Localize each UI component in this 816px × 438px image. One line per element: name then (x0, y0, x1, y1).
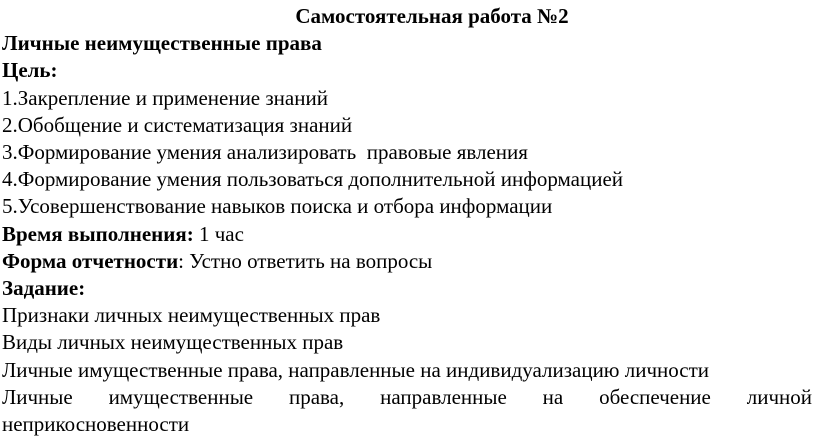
task-item-1: Признаки личных неимущественных прав (2, 303, 381, 328)
task-item-4-continuation: неприкосновенности (2, 412, 190, 437)
goal-heading: Цель: (2, 58, 58, 83)
time-value: 1 час (193, 221, 244, 246)
time-label: Время выполнения: (2, 221, 194, 246)
task-item-4: Личные имущественные права, направленные на обеспечение личной (2, 384, 812, 409)
report-value: : Устно ответить на вопросы (178, 248, 433, 273)
topic-heading: Личные неимущественные права (2, 31, 322, 56)
document-title: Самостоятельная работа №2 (295, 4, 569, 28)
task-heading: Задание: (2, 276, 86, 301)
report-row (2, 248, 812, 275)
task-item-2: Виды личных неимущественных прав (2, 330, 344, 355)
goal-item-2: 2.Обобщение и систематизация знаний (2, 112, 353, 137)
task-item-3: Личные имущественные права, направленные на индивидуализацию личности (2, 357, 710, 382)
goal-item-5: 5.Усовершенствование навыков поиска и отбора информации (2, 194, 553, 219)
report-label: Форма отчетности (2, 248, 179, 273)
time-row (2, 221, 812, 248)
goal-item-3: 3.Формирование умения анализировать правовые явления (2, 140, 528, 165)
goal-item-1: 1.Закрепление и применение знаний (2, 85, 328, 110)
goal-item-4: 4.Формирование умения пользоваться дополнительной информацией (2, 167, 624, 192)
